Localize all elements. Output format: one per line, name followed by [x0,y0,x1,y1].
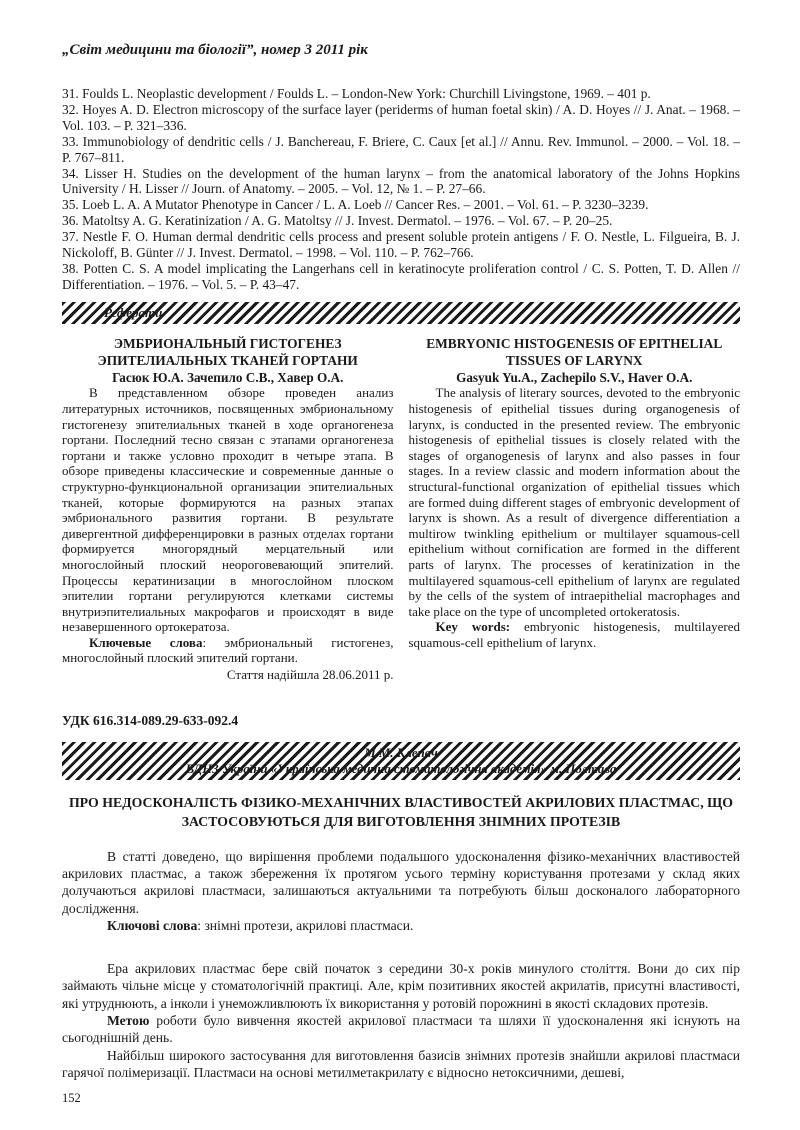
article-title: ПРО НЕДОСКОНАЛІСТЬ ФІЗИКО-МЕХАНІЧНИХ ВЛАСТИВОСТЕЙ АКРИЛОВИХ ПЛАСТМАС, ЩО ЗАСТОСОВУЮТЬСЯ ДЛЯ ВИГОТОВЛЕННЯ ЗНІМНИХ ПРОТЕЗІВ [68,794,734,829]
abstract-body-en: The analysis of literary sources, devoted to the embryonic histogenesis of epithelial tissues during organogenesis of larynx, is conducted in the presented review. The embryonic histogenesis of epithelial tissues is closely related with the stages of organogenesis of larynx and also passes in four stages. In a review classic and modern information about the structural-functional organization of epithelial tissues which are formed duing different stages of embryonic development of larynx is shown. As a result of divergence differentiation a multirow twinkling epithelium or multilayer squamous-cell epithelium without cornification are formed in the different parts of larynx. The processes of keratinization in the multilayered squamous-cell epithelium of larynx are regulated by the cells of the system of intraepithelial macrophages and take place on the type of uncompleted ortokeratosis. [408,385,740,619]
received-date: Стаття надійшла 28.06.2011 р. [226,667,394,683]
reference-item: 34. Lisser H. Studies on the development of the human larynx – from the anatomical laboratory of the Johns Hopkins University / H. Lisser // Journ. of Anatomy. – 2005. – Vol. 12, № 1. – P. 27–66. [62,165,740,197]
keywords-text-ru: : эмбриональный гистогенез, многослойный плоский эпителий гортани. [62,634,394,666]
abstract-columns [62,335,740,683]
abstract-authors-en: Gasyuk Yu.A., Zachepilo S.V., Haver O.A. [456,369,693,385]
article-abstract: В статті доведено, що вирішення проблеми подальшого удосконалення фізико-механічних властивостей акрилових пластмас, а також збереження їх протягом усього терміну користування протезами у склад яких долучаються акрилові пластмаси, залишаються актуальними та потребують більш досконалого лабораторного дослідження. [62,848,740,916]
udk-code: УДК 616.314-089.29-633-092.4 [62,712,239,728]
article-author: М.М. Клепач [364,745,438,760]
abstract-body-ru: В представленном обзоре проведен анализ литературных источников, посвященных эмбриональному гистогенезу эпителиальных тканей в ходе органогенеза гортани. Последний тесно связан с этапами органогенеза гортани и также условно проходит в четыре этапа. В обзоре приведены классические и современные данные о структурно-функциональной организации эпителиальных тканей, которые формируются на разных этапах эмбрионального развития гортани. В результате дивергентной дифференцировки в разных отделах гортани формируется многорядный мерцательный или многослойный плоский неороговевающий эпителий. Процессы кератинизации в многослойном плоском эпителии гортани регулируются клетками системы внутриэпителиальных макрофагов и происходят в виде незавершенного ортокератоза. [62,385,394,635]
article-abstract-block [62,848,740,935]
reference-item: 36. Matoltsy A. G. Keratinization / A. G. Matoltsy // J. Invest. Dermatol. – 1976. – Vol. 67. – P. 20–25. [62,213,613,229]
abstract-russian [62,335,394,683]
reference-item: 33. Immunobiology of dendritic cells / J. Banchereau, F. Briere, C. Caux [et al.] // Annu. Rev. Immunol. – 2000. – Vol. 18. – P. 767–811. [62,133,740,165]
abstract-english [409,335,741,683]
abstract-title-en: EMBRYONIC HISTOGENESIS OF EPITHELIAL TISSUES OF LARYNX [426,335,723,368]
paragraph-lead-word: Метою [107,1012,150,1028]
article-body [62,960,740,1082]
article-paragraph [62,1012,740,1047]
reference-item: 35. Loeb L. A. A Mutator Phenotype in Cancer / L. A. Loeb // Cancer Res. – 2001. – Vol. 61. – P. 3230–3239. [62,197,649,213]
keywords-text-en: embryonic histogenesis, multilayered squamous-cell epithelium of larynx. [408,619,740,650]
article-keywords-label: Ключові слова [107,918,198,934]
article-paragraph: Найбільш широкого застосування для виготовлення базисів знімних протезів знайшли акрилові пластмаси гарячої полімеризації. Пластмаси на основі метилметакрилату є відносно нетоксичними, дешеві, [62,1047,740,1081]
reference-item: 37. Nestle F. O. Human dermal dendritic cells process and present soluble protein antigens / F. O. Nestle, L. Filgueira, B. J. Nickoloff, B. Günter // J. Invest. Dermatol. – 1998. – Vol. 110. – P. 762–766. [62,229,740,261]
article-keywords-text: : знімні протези, акрилові пластмаси. [197,918,414,934]
keywords-label-en: Key words: [435,619,511,635]
author-affiliation-banner [62,742,740,780]
reference-list [62,86,740,293]
paragraph-text: роботи було вивчення якостей акрилової пластмаси та шляхи її удосконалення які існують на сьогоднішній день. [62,1012,740,1046]
abstract-keywords-en [409,619,741,650]
abstract-authors-ru: Гасюк Ю.А. Зачепило С.В., Хавер О.А. [112,369,344,385]
journal-header: „Світ медицини та біології”, номер 3 2011 рік [62,42,368,58]
section-divider-label: Реферати [104,304,163,320]
reference-item: 32. Hoyes A. D. Electron microscopy of the surface layer (periderms of human foetal skin) / A. D. Hoyes // J. Anat. – 1968. – Vol. 103. – P. 321–336. [62,101,740,133]
page-number: 152 [62,1091,81,1105]
abstract-title-ru: ЭМБРИОНАЛЬНЫЙ ГИСТОГЕНЕЗ ЭПИТЕЛИАЛЬНЫХ ТКАНЕЙ ГОРТАНИ [97,335,358,368]
reference-item: 38. Potten C. S. A model implicating the Langerhans cell in keratinocyte proliferation control / C. S. Potten, T. D. Allen // Differentiation. – 1976. – Vol. 5. – P. 43–47. [62,260,740,292]
abstract-keywords-ru [62,635,394,666]
article-affiliation: ВДНЗ України «Українська медична стоматологічна академія» м. Полтава [185,761,617,776]
reference-item: 31. Foulds L. Neoplastic development / Foulds L. – London-New York: Churchill Livingstone, 1969. – 401 p. [62,86,651,101]
keywords-label-ru: Ключевые слова [89,634,203,650]
article-keywords [62,917,740,934]
article-paragraph: Ера акрилових пластмас бере свій початок з середини 30-х років минулого століття. Вони до сих пір займають чільне місце у стоматологічній практиці. Але, крім позитивних якостей акрилатів, присутні властивості, які утруднюють, а інколи і унеможливлюють їх використання у ротовій порожнині в якості складових протезів. [62,960,740,1011]
section-divider-referaty [62,302,740,324]
